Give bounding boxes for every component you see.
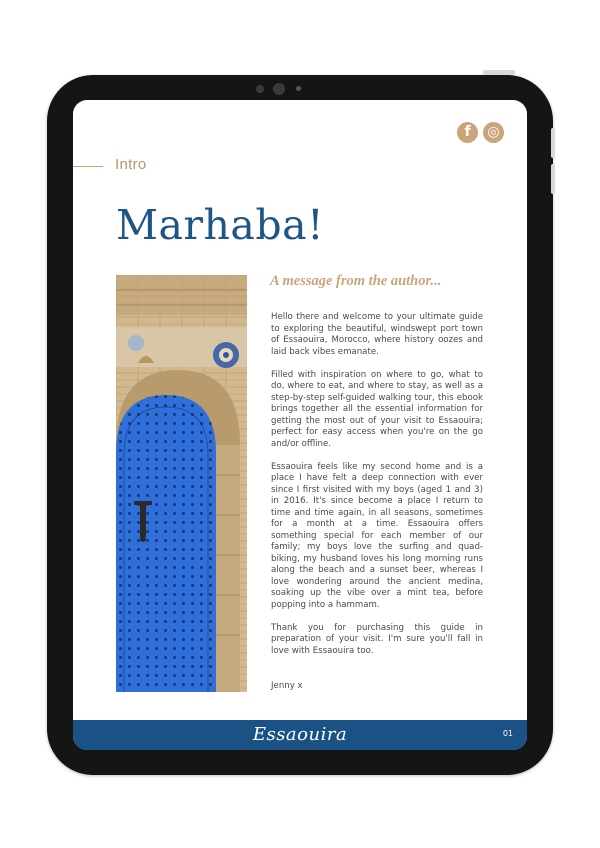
paragraph: Thank you for purchasing this guide in preparation of your visit. I'm sure you'll fall in love with Essaouira too. <box>271 622 483 656</box>
facebook-icon[interactable]: f <box>457 122 478 143</box>
camera-dot <box>256 85 264 93</box>
brand-logo-text: Essaouira <box>252 724 348 745</box>
author-message-body <box>271 312 483 669</box>
section-label: Intro <box>115 156 147 173</box>
paragraph: Filled with inspiration on where to go, what to do, where to eat, and where to stay, as well as a step-by-step self-guided walking tour, this ebook brings together all the essential information for getting the most out of your visit to Essaouira; perfect for easy access when you're on the go and/or offline. <box>271 369 483 449</box>
section-divider-line <box>73 166 103 167</box>
tablet-volume-up <box>551 128 555 158</box>
blue-door-photo <box>116 275 247 692</box>
tablet-volume-down <box>551 164 555 194</box>
tablet-top-button <box>483 70 515 75</box>
paragraph: Essaouira feels like my second home and is a place I have felt a deep connection with ever since I first visited with my boys (aged 1 and 3) in 2016. It's since become a place I return to time and time again, in all seasons, sometimes for a month at a time. Essaouira offers something special for each member of our family; my boys love the surfing and quad-biking, my husband loves his long morning runs along the beach and a sunset beer, whereas I love wondering around the ancient medina, soaking up the vibe over a mint tea, before popping into a hammam. <box>271 461 483 610</box>
page-title: Marhaba! <box>116 201 325 249</box>
paragraph: Hello there and welcome to your ultimate guide to exploring the beautiful, windswept port town of Essaouira, Morocco, where history oozes and laid back vibes emanate. <box>271 312 483 357</box>
signature: Jenny x <box>271 681 303 691</box>
page-number: 01 <box>502 729 513 738</box>
author-message-heading: A message from the author... <box>270 273 442 289</box>
blue-door-illustration <box>116 275 247 692</box>
camera-lens <box>273 83 285 95</box>
camera-sensor <box>296 86 301 91</box>
ebook-page <box>73 100 527 750</box>
instagram-icon[interactable]: ◎ <box>483 122 504 143</box>
footer-bar <box>73 720 527 750</box>
